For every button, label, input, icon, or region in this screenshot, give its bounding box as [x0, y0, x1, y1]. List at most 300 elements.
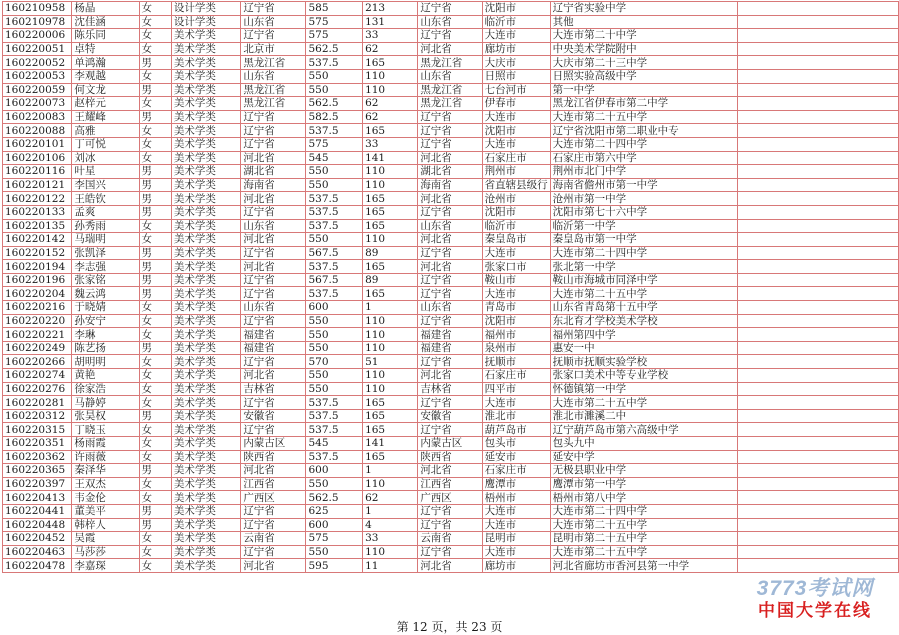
table-row [3, 15, 899, 29]
cell-school: 大连市第二十五中学 [550, 110, 738, 124]
cell-student-name: 丁晓玉 [72, 423, 139, 437]
table-row [3, 504, 899, 518]
cell-gender: 男 [139, 192, 171, 206]
cell-exam-province: 辽宁省 [241, 355, 306, 369]
page-footer: 第 12 页，共 23 页 [396, 620, 503, 634]
cell-exam-province: 河北省 [241, 151, 306, 165]
cell-student-name: 胡明明 [72, 355, 139, 369]
watermark-logo [736, 572, 894, 622]
cell-exam-province: 辽宁省 [241, 518, 306, 532]
cell-rank: 165 [363, 396, 418, 410]
cell-school: 张北第一中学 [550, 260, 738, 274]
cell-note [738, 518, 899, 532]
cell-rank: 62 [363, 491, 418, 505]
cell-gender: 女 [139, 369, 171, 383]
cell-rank: 33 [363, 532, 418, 546]
cell-home-province: 河北省 [418, 233, 482, 247]
cell-home-city: 大庆市 [482, 56, 550, 70]
cell-rank: 165 [363, 450, 418, 464]
cell-rank: 89 [363, 246, 418, 260]
cell-home-city: 沈阳市 [482, 124, 550, 138]
cell-school: 大连市第二十四中学 [550, 504, 738, 518]
cell-student-name: 何文龙 [72, 83, 139, 97]
cell-home-city: 鹰潭市 [482, 477, 550, 491]
cell-exam-province: 山东省 [241, 15, 306, 29]
cell-home-city: 大连市 [482, 287, 550, 301]
cell-home-province: 辽宁省 [418, 287, 482, 301]
cell-gender: 男 [139, 287, 171, 301]
cell-home-city: 大连市 [482, 545, 550, 559]
cell-rank: 165 [363, 205, 418, 219]
cell-student-id: 160220220 [3, 314, 72, 328]
table-row [3, 260, 899, 274]
cell-home-province: 福建省 [418, 341, 482, 355]
cell-home-city: 临沂市 [482, 15, 550, 29]
cell-gender: 女 [139, 355, 171, 369]
cell-home-province: 山东省 [418, 15, 482, 29]
cell-student-name: 董美平 [72, 504, 139, 518]
cell-school: 日照实验高级中学 [550, 69, 738, 83]
cell-student-id: 160220216 [3, 301, 72, 315]
cell-gender: 女 [139, 2, 171, 16]
cell-student-name: 沈佳涵 [72, 15, 139, 29]
cell-home-city: 日照市 [482, 69, 550, 83]
cell-rank: 11 [363, 559, 418, 573]
cell-score: 537.5 [306, 409, 363, 423]
cell-student-name: 于晓婧 [72, 301, 139, 315]
cell-student-id: 160220059 [3, 83, 72, 97]
cell-student-name: 叶星 [72, 165, 139, 179]
cell-student-name: 李志强 [72, 260, 139, 274]
cell-home-city: 昆明市 [482, 532, 550, 546]
cell-school: 沧州市第一中学 [550, 192, 738, 206]
cell-gender: 女 [139, 233, 171, 247]
cell-gender: 女 [139, 450, 171, 464]
cell-school: 沈阳市第七十六中学 [550, 205, 738, 219]
cell-note [738, 83, 899, 97]
cell-exam-province: 海南省 [241, 178, 306, 192]
cell-note [738, 341, 899, 355]
cell-student-name: 王双杰 [72, 477, 139, 491]
cell-home-province: 辽宁省 [418, 545, 482, 559]
cell-score: 567.5 [306, 246, 363, 260]
cell-major-class: 美术学类 [171, 246, 240, 260]
cell-home-province: 辽宁省 [418, 355, 482, 369]
cell-rank: 33 [363, 29, 418, 43]
cell-rank: 110 [363, 328, 418, 342]
cell-gender: 女 [139, 477, 171, 491]
cell-student-id: 160220152 [3, 246, 72, 260]
table-row [3, 464, 899, 478]
cell-rank: 1 [363, 464, 418, 478]
cell-student-name: 张昊权 [72, 409, 139, 423]
cell-home-province: 辽宁省 [418, 124, 482, 138]
cell-note [738, 273, 899, 287]
cell-note [738, 137, 899, 151]
cell-exam-province: 河北省 [241, 260, 306, 274]
cell-exam-province: 湖北省 [241, 165, 306, 179]
table-row [3, 205, 899, 219]
cell-gender: 男 [139, 260, 171, 274]
cell-score: 550 [306, 328, 363, 342]
cell-student-id: 160220448 [3, 518, 72, 532]
table-row [3, 409, 899, 423]
cell-note [738, 246, 899, 260]
cell-score: 600 [306, 301, 363, 315]
cell-note [738, 219, 899, 233]
cell-home-province: 黑龙江省 [418, 97, 482, 111]
cell-note [738, 287, 899, 301]
cell-student-id: 160220249 [3, 341, 72, 355]
cell-score: 575 [306, 137, 363, 151]
cell-score: 595 [306, 559, 363, 573]
cell-score: 600 [306, 518, 363, 532]
cell-note [738, 491, 899, 505]
cell-home-city: 大连市 [482, 504, 550, 518]
cell-home-province: 河北省 [418, 42, 482, 56]
cell-student-id: 160210978 [3, 15, 72, 29]
cell-gender: 男 [139, 341, 171, 355]
cell-school: 梧州市第八中学 [550, 491, 738, 505]
cell-student-name: 刘冰 [72, 151, 139, 165]
cell-home-province: 河北省 [418, 192, 482, 206]
cell-major-class: 美术学类 [171, 260, 240, 274]
cell-school: 荆州市北门中学 [550, 165, 738, 179]
cell-major-class: 美术学类 [171, 341, 240, 355]
cell-rank: 62 [363, 97, 418, 111]
cell-gender: 女 [139, 15, 171, 29]
cell-exam-province: 辽宁省 [241, 246, 306, 260]
cell-home-province: 辽宁省 [418, 246, 482, 260]
cell-home-province: 安徽省 [418, 409, 482, 423]
table-row [3, 559, 899, 573]
cell-gender: 女 [139, 301, 171, 315]
cell-home-city: 石家庄市 [482, 151, 550, 165]
cell-score: 545 [306, 151, 363, 165]
cell-score: 570 [306, 355, 363, 369]
cell-student-id: 160220006 [3, 29, 72, 43]
cell-school: 其他 [550, 15, 738, 29]
cell-rank: 141 [363, 437, 418, 451]
cell-rank: 62 [363, 42, 418, 56]
cell-gender: 女 [139, 137, 171, 151]
cell-student-name: 张凯泽 [72, 246, 139, 260]
cell-major-class: 美术学类 [171, 369, 240, 383]
cell-school: 福州第四中学 [550, 328, 738, 342]
cell-home-province: 广西区 [418, 491, 482, 505]
cell-home-city: 四平市 [482, 382, 550, 396]
cell-gender: 女 [139, 396, 171, 410]
cell-note [738, 178, 899, 192]
cell-student-id: 160220452 [3, 532, 72, 546]
cell-student-id: 160220101 [3, 137, 72, 151]
table-row [3, 369, 899, 383]
cell-rank: 4 [363, 518, 418, 532]
cell-major-class: 美术学类 [171, 178, 240, 192]
cell-rank: 110 [363, 178, 418, 192]
cell-major-class: 美术学类 [171, 205, 240, 219]
cell-gender: 女 [139, 559, 171, 573]
table-row [3, 450, 899, 464]
cell-gender: 男 [139, 409, 171, 423]
cell-gender: 女 [139, 423, 171, 437]
cell-rank: 110 [363, 369, 418, 383]
cell-rank: 51 [363, 355, 418, 369]
cell-score: 600 [306, 464, 363, 478]
cell-student-id: 160220116 [3, 165, 72, 179]
cell-major-class: 美术学类 [171, 328, 240, 342]
cell-exam-province: 河北省 [241, 192, 306, 206]
cell-major-class: 美术学类 [171, 165, 240, 179]
cell-major-class: 美术学类 [171, 477, 240, 491]
cell-home-province: 辽宁省 [418, 205, 482, 219]
cell-score: 537.5 [306, 423, 363, 437]
cell-home-city: 廊坊市 [482, 42, 550, 56]
cell-gender: 男 [139, 504, 171, 518]
cell-school: 中央美术学院附中 [550, 42, 738, 56]
cell-home-city: 大连市 [482, 518, 550, 532]
cell-home-province: 辽宁省 [418, 396, 482, 410]
cell-student-name: 李国兴 [72, 178, 139, 192]
cell-home-city: 大连市 [482, 246, 550, 260]
cell-score: 550 [306, 477, 363, 491]
cell-major-class: 美术学类 [171, 423, 240, 437]
cell-exam-province: 黑龙江省 [241, 83, 306, 97]
cell-student-name: 魏云鸿 [72, 287, 139, 301]
cell-gender: 女 [139, 219, 171, 233]
cell-note [738, 328, 899, 342]
cell-rank: 33 [363, 137, 418, 151]
cell-rank: 89 [363, 273, 418, 287]
cell-gender: 女 [139, 69, 171, 83]
cell-student-id: 160220281 [3, 396, 72, 410]
cell-note [738, 97, 899, 111]
cell-student-id: 160220441 [3, 504, 72, 518]
table-row [3, 110, 899, 124]
cell-note [738, 396, 899, 410]
cell-student-id: 160220088 [3, 124, 72, 138]
cell-exam-province: 辽宁省 [241, 110, 306, 124]
cell-home-city: 沈阳市 [482, 205, 550, 219]
table-row [3, 2, 899, 16]
cell-exam-province: 辽宁省 [241, 137, 306, 151]
cell-student-id: 160220133 [3, 205, 72, 219]
table-row [3, 396, 899, 410]
cell-note [738, 29, 899, 43]
cell-home-city: 葫芦岛市 [482, 423, 550, 437]
cell-home-province: 河北省 [418, 464, 482, 478]
cell-school: 张家口美术中等专业学校 [550, 369, 738, 383]
cell-major-class: 美术学类 [171, 504, 240, 518]
cell-score: 537.5 [306, 396, 363, 410]
cell-student-id: 160220135 [3, 219, 72, 233]
cell-score: 585 [306, 2, 363, 16]
cell-school: 昆明市第二十五中学 [550, 532, 738, 546]
watermark-name-text: 中国大学在线 [758, 601, 872, 620]
cell-exam-province: 辽宁省 [241, 314, 306, 328]
cell-note [738, 545, 899, 559]
cell-student-id: 160220121 [3, 178, 72, 192]
cell-student-name: 陈乐同 [72, 29, 139, 43]
cell-note [738, 124, 899, 138]
cell-student-name: 徐家浩 [72, 382, 139, 396]
cell-school: 辽宁省实验中学 [550, 2, 738, 16]
cell-student-id: 160220315 [3, 423, 72, 437]
table-row [3, 355, 899, 369]
cell-student-id: 160220463 [3, 545, 72, 559]
cell-exam-province: 福建省 [241, 328, 306, 342]
cell-score: 575 [306, 532, 363, 546]
cell-gender: 女 [139, 437, 171, 451]
cell-student-id: 160220052 [3, 56, 72, 70]
table-row [3, 246, 899, 260]
cell-rank: 62 [363, 110, 418, 124]
table-row [3, 491, 899, 505]
cell-student-id: 160220196 [3, 273, 72, 287]
cell-major-class: 美术学类 [171, 437, 240, 451]
cell-student-id: 160220083 [3, 110, 72, 124]
cell-school: 大连市第二十四中学 [550, 246, 738, 260]
cell-home-city: 大连市 [482, 110, 550, 124]
cell-student-name: 高雅 [72, 124, 139, 138]
cell-note [738, 56, 899, 70]
cell-note [738, 382, 899, 396]
cell-home-province: 吉林省 [418, 382, 482, 396]
cell-gender: 女 [139, 124, 171, 138]
cell-home-province: 河北省 [418, 369, 482, 383]
table-row [3, 233, 899, 247]
cell-home-city: 抚顺市 [482, 355, 550, 369]
cell-student-name: 杨晶 [72, 2, 139, 16]
cell-school: 第一中学 [550, 83, 738, 97]
table-row [3, 273, 899, 287]
cell-score: 550 [306, 382, 363, 396]
cell-student-name: 杨雨霞 [72, 437, 139, 451]
cell-major-class: 设计学类 [171, 15, 240, 29]
cell-major-class: 美术学类 [171, 491, 240, 505]
cell-score: 537.5 [306, 56, 363, 70]
cell-exam-province: 辽宁省 [241, 29, 306, 43]
cell-student-id: 160220221 [3, 328, 72, 342]
table-row [3, 301, 899, 315]
cell-major-class: 美术学类 [171, 382, 240, 396]
cell-home-city: 沈阳市 [482, 2, 550, 16]
cell-rank: 165 [363, 56, 418, 70]
cell-score: 545 [306, 437, 363, 451]
cell-school: 大连市第二十五中学 [550, 396, 738, 410]
cell-school: 东北育才学校美术学校 [550, 314, 738, 328]
cell-home-province: 辽宁省 [418, 2, 482, 16]
cell-major-class: 美术学类 [171, 137, 240, 151]
table-row [3, 192, 899, 206]
cell-note [738, 233, 899, 247]
cell-note [738, 355, 899, 369]
cell-rank: 165 [363, 287, 418, 301]
cell-major-class: 美术学类 [171, 518, 240, 532]
cell-student-name: 孙秀雨 [72, 219, 139, 233]
cell-rank: 165 [363, 192, 418, 206]
cell-major-class: 美术学类 [171, 97, 240, 111]
cell-home-province: 辽宁省 [418, 137, 482, 151]
cell-home-city: 廊坊市 [482, 559, 550, 573]
cell-note [738, 2, 899, 16]
cell-home-province: 江西省 [418, 477, 482, 491]
cell-major-class: 美术学类 [171, 273, 240, 287]
cell-rank: 110 [363, 83, 418, 97]
cell-home-city: 延安市 [482, 450, 550, 464]
cell-home-city: 临沂市 [482, 219, 550, 233]
table-row [3, 97, 899, 111]
cell-exam-province: 辽宁省 [241, 287, 306, 301]
cell-home-province: 河北省 [418, 559, 482, 573]
cell-student-id: 160220266 [3, 355, 72, 369]
cell-exam-province: 辽宁省 [241, 124, 306, 138]
cell-school: 延安中学 [550, 450, 738, 464]
cell-rank: 1 [363, 301, 418, 315]
cell-school: 大连市第二十中学 [550, 29, 738, 43]
cell-note [738, 205, 899, 219]
cell-major-class: 美术学类 [171, 29, 240, 43]
cell-rank: 131 [363, 15, 418, 29]
cell-note [738, 450, 899, 464]
cell-score: 550 [306, 314, 363, 328]
cell-major-class: 美术学类 [171, 233, 240, 247]
cell-student-id: 160210958 [3, 2, 72, 16]
cell-student-name: 单鸿瀚 [72, 56, 139, 70]
cell-rank: 165 [363, 124, 418, 138]
cell-exam-province: 河北省 [241, 559, 306, 573]
cell-student-name: 陈艺扬 [72, 341, 139, 355]
cell-home-province: 海南省 [418, 178, 482, 192]
cell-gender: 女 [139, 382, 171, 396]
cell-gender: 女 [139, 151, 171, 165]
table-row [3, 124, 899, 138]
cell-major-class: 美术学类 [171, 396, 240, 410]
cell-exam-province: 辽宁省 [241, 396, 306, 410]
cell-major-class: 美术学类 [171, 56, 240, 70]
cell-score: 550 [306, 69, 363, 83]
cell-score: 550 [306, 83, 363, 97]
watermark-site-text: 3773考试网 [756, 577, 874, 600]
table-row [3, 287, 899, 301]
cell-score: 550 [306, 178, 363, 192]
cell-score: 562.5 [306, 97, 363, 111]
cell-home-city: 沧州市 [482, 192, 550, 206]
cell-note [738, 260, 899, 274]
cell-student-id: 160220053 [3, 69, 72, 83]
cell-student-id: 160220051 [3, 42, 72, 56]
cell-score: 550 [306, 369, 363, 383]
cell-exam-province: 辽宁省 [241, 545, 306, 559]
cell-school: 怀德镇第一中学 [550, 382, 738, 396]
cell-exam-province: 黑龙江省 [241, 97, 306, 111]
cell-home-province: 山东省 [418, 69, 482, 83]
cell-student-name: 丁可悦 [72, 137, 139, 151]
cell-school: 辽宁葫芦岛市第六高级中学 [550, 423, 738, 437]
cell-exam-province: 北京市 [241, 42, 306, 56]
cell-exam-province: 山东省 [241, 219, 306, 233]
table-row [3, 69, 899, 83]
cell-home-province: 辽宁省 [418, 273, 482, 287]
cell-score: 537.5 [306, 219, 363, 233]
cell-school: 河北省廊坊市香河县第一中学 [550, 559, 738, 573]
cell-home-city: 福州市 [482, 328, 550, 342]
cell-rank: 110 [363, 233, 418, 247]
cell-rank: 110 [363, 69, 418, 83]
cell-student-name: 王耀峰 [72, 110, 139, 124]
cell-gender: 女 [139, 29, 171, 43]
cell-student-name: 王皓钦 [72, 192, 139, 206]
